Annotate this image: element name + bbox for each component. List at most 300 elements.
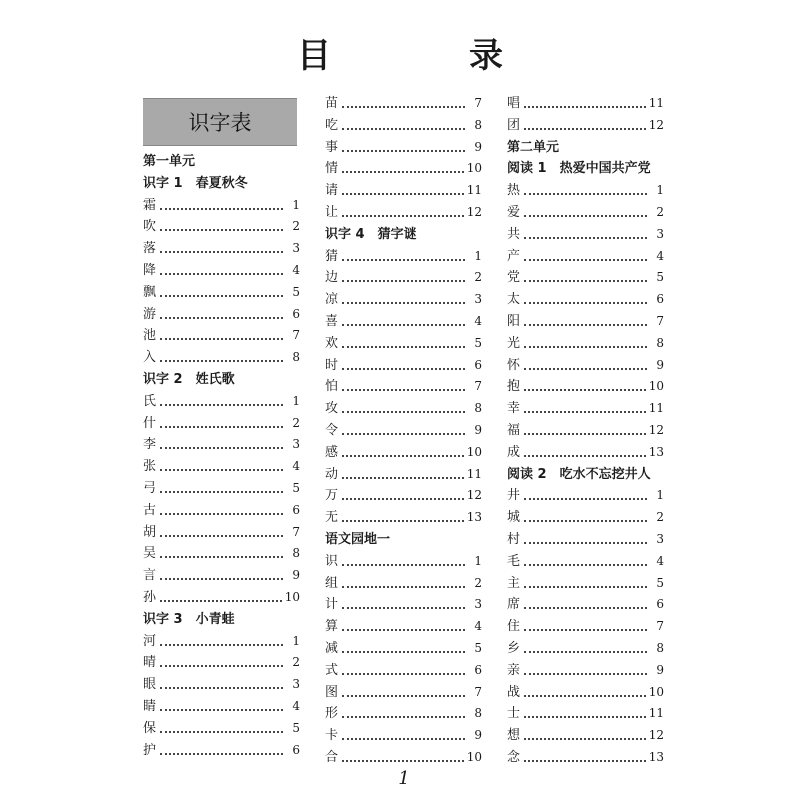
toc-entry-page: 2 xyxy=(474,575,482,590)
toc-entry-char: 什 xyxy=(143,415,157,431)
dot-leader xyxy=(160,251,283,253)
toc-entry-char: 想 xyxy=(507,728,521,744)
toc-entry-page: 13 xyxy=(648,444,664,459)
dot-leader xyxy=(524,368,647,370)
dot-leader xyxy=(342,215,464,217)
dot-leader xyxy=(160,665,283,667)
toc-entry-page: 7 xyxy=(656,314,664,328)
dot-leader xyxy=(160,360,283,362)
toc-entry-char: 吴 xyxy=(143,546,157,562)
toc-entry xyxy=(325,417,482,438)
dot-leader xyxy=(342,760,464,762)
toc-entry-char: 念 xyxy=(507,750,521,765)
toc-entry-char: 太 xyxy=(507,292,521,308)
toc-entry xyxy=(143,737,300,758)
toc-entry-page: 10 xyxy=(466,750,482,764)
toc-heading: 识字 3 小青蛙 xyxy=(143,611,235,627)
toc-entry-char: 唱 xyxy=(507,96,521,111)
toc-entry xyxy=(325,308,482,329)
dot-leader xyxy=(342,433,465,435)
toc-entry-page: 11 xyxy=(466,466,482,481)
toc-entry-char: 住 xyxy=(507,619,521,635)
toc-entry-char: 苗 xyxy=(325,96,339,111)
toc-entry-char: 式 xyxy=(325,662,339,678)
dot-leader xyxy=(524,607,647,609)
toc-entry-page: 3 xyxy=(292,241,300,256)
dot-leader xyxy=(524,237,647,239)
toc-entry-page: 8 xyxy=(474,401,482,416)
dot-leader xyxy=(160,404,283,406)
toc-entry-page: 5 xyxy=(292,481,300,495)
toc-entry xyxy=(325,264,482,285)
toc-entry-page: 7 xyxy=(474,684,482,699)
toc-entry xyxy=(143,213,300,234)
toc-entry xyxy=(143,453,300,474)
toc-heading: 语文园地一 xyxy=(325,532,391,547)
page-number: 1 xyxy=(398,768,410,789)
toc-entry-char: 光 xyxy=(507,335,521,351)
toc-entry-page: 12 xyxy=(648,117,664,132)
toc-entry-page: 5 xyxy=(656,575,664,590)
dot-leader xyxy=(160,556,283,558)
toc-entry xyxy=(143,649,300,670)
dot-leader xyxy=(342,651,465,653)
toc-entry-char: 游 xyxy=(143,306,157,322)
toc-entry-char: 霜 xyxy=(143,197,157,213)
toc-entry-char: 共 xyxy=(507,226,521,242)
toc-entry xyxy=(507,199,664,220)
toc-entry-page: 8 xyxy=(474,706,482,721)
toc-entry xyxy=(507,570,664,591)
dot-leader xyxy=(160,644,283,646)
dot-leader xyxy=(342,477,464,479)
toc-entry xyxy=(143,584,300,605)
dot-leader xyxy=(524,455,646,457)
toc-entry-char: 福 xyxy=(507,423,521,438)
toc-entry-page: 6 xyxy=(656,597,664,612)
toc-entry-char: 请 xyxy=(325,183,339,199)
toc-entry-char: 士 xyxy=(507,706,521,722)
toc-entry-page: 7 xyxy=(474,96,482,110)
dot-leader xyxy=(160,687,283,689)
toc-entry xyxy=(143,322,300,343)
toc-entry-char: 团 xyxy=(507,117,521,133)
toc-entry-page: 6 xyxy=(474,357,482,372)
toc-entry xyxy=(325,352,482,373)
dot-leader xyxy=(524,128,646,130)
toc-entry xyxy=(325,570,482,591)
toc-entry-char: 减 xyxy=(325,641,339,656)
toc-entry-char: 阳 xyxy=(507,314,521,329)
dot-leader xyxy=(160,338,283,340)
toc-entry-page: 3 xyxy=(292,677,300,692)
toc-entry xyxy=(507,352,664,373)
dot-leader xyxy=(524,324,647,326)
toc-entry-char: 主 xyxy=(507,575,521,591)
dot-leader xyxy=(342,673,465,675)
toc-entry-char: 李 xyxy=(143,437,157,453)
toc-entry xyxy=(325,744,482,765)
toc-entry xyxy=(325,177,482,198)
dot-leader xyxy=(342,695,465,697)
toc-entry xyxy=(325,679,482,700)
toc-entry-char: 入 xyxy=(143,350,157,366)
toc-entry-page: 11 xyxy=(648,706,664,721)
toc-entry xyxy=(325,635,482,656)
toc-entry xyxy=(325,548,482,569)
toc-entry-char: 抱 xyxy=(507,379,521,395)
toc-entry xyxy=(507,722,664,743)
toc-entry xyxy=(507,744,664,765)
dot-leader xyxy=(342,411,465,413)
toc-entry-page: 10 xyxy=(466,444,482,459)
toc-entry-char: 落 xyxy=(143,241,157,257)
toc-entry-page: 12 xyxy=(648,728,664,743)
dot-leader xyxy=(524,564,647,566)
dot-leader xyxy=(524,651,647,653)
toc-entry-page: 12 xyxy=(648,423,664,437)
toc-entry-char: 飘 xyxy=(143,284,157,300)
toc-heading: 识字 4 猜字谜 xyxy=(325,226,417,242)
dot-leader xyxy=(342,564,465,566)
toc-entry-page: 8 xyxy=(656,641,664,655)
toc-entry xyxy=(143,671,300,692)
toc-entry-char: 让 xyxy=(325,205,339,220)
dot-leader xyxy=(524,411,646,413)
toc-entry-char: 边 xyxy=(325,270,339,286)
toc-entry xyxy=(143,301,300,322)
dot-leader xyxy=(524,542,647,544)
dot-leader xyxy=(342,324,465,326)
toc-entry xyxy=(507,243,664,264)
toc-entry-page: 3 xyxy=(474,292,482,307)
toc-entry-char: 怕 xyxy=(325,379,339,395)
dot-leader xyxy=(524,716,646,718)
toc-entry xyxy=(143,410,300,431)
dot-leader xyxy=(342,389,465,391)
toc-entry-page: 2 xyxy=(656,205,664,219)
toc-entry xyxy=(507,308,664,329)
toc-entry-char: 幸 xyxy=(507,401,521,417)
toc-entry-char: 言 xyxy=(143,568,157,584)
toc-entry-char: 亲 xyxy=(507,662,521,678)
toc-entry-char: 时 xyxy=(325,357,339,373)
toc-entry-char: 怀 xyxy=(507,357,521,373)
dot-leader xyxy=(524,106,646,108)
toc-entry-page: 4 xyxy=(474,314,482,328)
toc-entry xyxy=(143,344,300,365)
toc-heading: 阅读 1 热爱中国共产党 xyxy=(507,161,651,177)
dot-leader xyxy=(160,447,283,449)
toc-entry-char: 感 xyxy=(325,444,339,460)
dot-leader xyxy=(524,498,647,500)
toc-entry-page: 1 xyxy=(656,488,664,503)
toc-entry-page: 2 xyxy=(292,219,300,234)
toc-entry-char: 降 xyxy=(143,263,157,278)
toc-entry-page: 1 xyxy=(656,183,664,198)
toc-entry-page: 4 xyxy=(292,459,300,474)
toc-heading: 阅读 2 吃水不忘挖井人 xyxy=(507,466,651,482)
toc-entry-page: 9 xyxy=(474,139,482,154)
toc-entry-char: 爱 xyxy=(507,205,521,220)
dot-leader xyxy=(524,629,647,631)
toc-heading: 识字 2 姓氏歌 xyxy=(143,372,235,387)
toc-entry xyxy=(325,134,482,155)
toc-entry xyxy=(325,155,482,176)
dot-leader xyxy=(160,731,283,733)
toc-entry-page: 2 xyxy=(292,415,300,430)
dot-leader xyxy=(524,346,647,348)
toc-entry xyxy=(143,562,300,583)
toc-entry-char: 乡 xyxy=(507,641,521,656)
toc-entry-page: 6 xyxy=(292,502,300,517)
dot-leader xyxy=(342,738,465,740)
toc-entry-char: 眼 xyxy=(143,677,157,693)
toc-entry-char: 图 xyxy=(325,684,339,700)
toc-entry-char: 井 xyxy=(507,488,521,504)
toc-entry xyxy=(325,90,482,111)
toc-entry xyxy=(507,264,664,285)
toc-entry-page: 8 xyxy=(656,335,664,350)
dot-leader xyxy=(342,368,465,370)
toc-entry-char: 喜 xyxy=(325,314,339,329)
toc-entry-page: 5 xyxy=(474,641,482,655)
dot-leader xyxy=(524,520,647,522)
toc-entry-page: 10 xyxy=(466,161,482,176)
toc-entry-char: 组 xyxy=(325,575,339,591)
toc-entry-page: 9 xyxy=(292,568,300,583)
dot-leader xyxy=(160,578,283,580)
toc-entry-page: 4 xyxy=(656,553,664,568)
toc-entry-page: 4 xyxy=(474,619,482,634)
dot-leader xyxy=(342,150,465,152)
toc-entry-page: 5 xyxy=(656,270,664,285)
toc-entry-char: 晴 xyxy=(143,655,157,671)
toc-entry-page: 12 xyxy=(466,488,482,503)
toc-entry xyxy=(507,679,664,700)
toc-entry xyxy=(507,177,664,198)
dot-leader xyxy=(160,273,283,275)
toc-entry-page: 13 xyxy=(466,510,482,525)
dot-leader xyxy=(524,302,647,304)
toc-entry xyxy=(325,439,482,460)
dot-leader xyxy=(524,280,647,282)
dot-leader xyxy=(160,426,283,428)
dot-leader xyxy=(524,433,646,435)
toc-entry xyxy=(143,192,300,213)
toc-entry-char: 护 xyxy=(143,742,157,758)
toc-entry-page: 5 xyxy=(292,720,300,735)
toc-entry-char: 动 xyxy=(325,466,339,482)
toc-entry xyxy=(143,257,300,278)
toc-entry xyxy=(143,715,300,736)
toc-entry-page: 6 xyxy=(292,742,300,757)
dot-leader xyxy=(342,607,465,609)
toc-entry xyxy=(325,461,482,482)
dot-leader xyxy=(160,208,283,210)
toc-heading: 第二单元 xyxy=(507,139,560,155)
dot-leader xyxy=(160,753,283,755)
toc-entry xyxy=(143,475,300,496)
toc-entry-page: 2 xyxy=(474,270,482,285)
toc-entry-char: 情 xyxy=(325,161,339,177)
toc-entry-page: 3 xyxy=(656,226,664,241)
toc-entry-page: 8 xyxy=(292,350,300,365)
toc-entry-char: 猜 xyxy=(325,248,339,264)
toc-entry xyxy=(325,657,482,678)
toc-entry-page: 7 xyxy=(656,619,664,634)
toc-entry xyxy=(143,279,300,300)
toc-entry-char: 池 xyxy=(143,328,157,344)
toc-entry-page: 11 xyxy=(648,96,664,110)
toc-entry xyxy=(325,243,482,264)
dot-leader xyxy=(524,259,647,261)
toc-entry xyxy=(507,482,664,503)
toc-heading: 识字 1 春夏秋冬 xyxy=(143,175,248,191)
toc-entry xyxy=(143,628,300,649)
toc-entry-char: 成 xyxy=(507,444,521,460)
toc-entry xyxy=(507,112,664,133)
toc-entry xyxy=(507,286,664,307)
toc-entry xyxy=(325,482,482,503)
toc-entry xyxy=(143,431,300,452)
toc-entry xyxy=(507,417,664,438)
toc-entry-page: 3 xyxy=(292,437,300,452)
toc-entry xyxy=(325,373,482,394)
toc-entry-page: 1 xyxy=(292,633,300,648)
toc-entry-page: 4 xyxy=(292,699,300,713)
toc-entry-page: 9 xyxy=(656,662,664,677)
toc-entry-char: 胡 xyxy=(143,524,157,540)
dot-leader xyxy=(160,295,283,297)
dot-leader xyxy=(160,469,283,471)
toc-entry-char: 古 xyxy=(143,502,157,518)
dot-leader xyxy=(160,709,283,711)
dot-leader xyxy=(342,259,465,261)
toc-entry-page: 6 xyxy=(474,662,482,677)
toc-entry-page: 10 xyxy=(648,379,664,394)
toc-entry xyxy=(325,199,482,220)
toc-entry xyxy=(325,722,482,743)
toc-entry-page: 7 xyxy=(474,379,482,394)
toc-entry-page: 11 xyxy=(466,183,482,198)
toc-entry-char: 形 xyxy=(325,706,339,722)
toc-entry-page: 11 xyxy=(648,401,664,416)
toc-entry xyxy=(325,700,482,721)
dot-leader xyxy=(342,498,464,500)
toc-entry-char: 弓 xyxy=(143,481,157,496)
toc-entry xyxy=(325,330,482,351)
toc-entry-page: 6 xyxy=(656,292,664,307)
toc-entry xyxy=(143,235,300,256)
toc-entry-char: 攻 xyxy=(325,401,339,417)
toc-entry-page: 7 xyxy=(292,328,300,343)
toc-entry xyxy=(507,221,664,242)
toc-entry-page: 4 xyxy=(292,263,300,277)
toc-entry-page: 1 xyxy=(292,197,300,212)
section-tab: 识字表 xyxy=(143,98,297,146)
dot-leader xyxy=(342,629,465,631)
dot-leader xyxy=(524,738,646,740)
dot-leader xyxy=(342,128,465,130)
toc-entry-page: 9 xyxy=(474,728,482,743)
dot-leader xyxy=(160,491,283,493)
toc-entry-char: 凉 xyxy=(325,292,339,308)
toc-entry-char: 张 xyxy=(143,459,157,475)
toc-entry-page: 3 xyxy=(656,532,664,546)
toc-entry-char: 村 xyxy=(507,532,521,547)
toc-entry-page: 10 xyxy=(648,684,664,699)
toc-entry-char: 席 xyxy=(507,597,521,613)
dot-leader xyxy=(160,317,283,319)
toc-entry-char: 氏 xyxy=(143,393,157,409)
toc-entry-page: 4 xyxy=(656,248,664,263)
toc-entry xyxy=(143,693,300,714)
dot-leader xyxy=(342,302,465,304)
dot-leader xyxy=(524,673,647,675)
dot-leader xyxy=(524,695,646,697)
toc-entry-char: 无 xyxy=(325,510,339,526)
toc-entry-char: 欢 xyxy=(325,335,339,351)
toc-entry-page: 9 xyxy=(474,423,482,437)
toc-entry xyxy=(325,504,482,525)
toc-entry xyxy=(507,613,664,634)
dot-leader xyxy=(342,171,464,173)
toc-entry xyxy=(507,90,664,111)
toc-entry-char: 计 xyxy=(325,597,339,613)
toc-entry xyxy=(325,591,482,612)
toc-entry-page: 6 xyxy=(292,306,300,321)
toc-entry xyxy=(507,700,664,721)
toc-heading: 第一单元 xyxy=(143,154,196,169)
dot-leader xyxy=(160,229,283,231)
toc-entry-page: 1 xyxy=(292,393,300,408)
toc-entry-char: 保 xyxy=(143,720,157,736)
toc-entry-char: 卡 xyxy=(325,728,339,744)
toc-entry-page: 2 xyxy=(292,655,300,670)
toc-entry-char: 产 xyxy=(507,248,521,264)
toc-entry-char: 吹 xyxy=(143,219,157,235)
toc-entry xyxy=(507,657,664,678)
dot-leader xyxy=(524,760,646,762)
toc-entry xyxy=(507,591,664,612)
toc-entry-page: 5 xyxy=(292,284,300,299)
toc-entry xyxy=(507,439,664,460)
toc-entry-char: 令 xyxy=(325,423,339,438)
toc-entry-char: 党 xyxy=(507,270,521,286)
toc-entry xyxy=(507,395,664,416)
toc-entry-page: 7 xyxy=(292,524,300,539)
toc-entry-char: 睛 xyxy=(143,699,157,714)
toc-entry-char: 吃 xyxy=(325,117,339,133)
toc-entry-char: 万 xyxy=(325,488,339,504)
toc-entry xyxy=(507,330,664,351)
toc-entry xyxy=(143,497,300,518)
toc-entry xyxy=(325,112,482,133)
dot-leader xyxy=(342,106,465,108)
dot-leader xyxy=(342,455,464,457)
dot-leader xyxy=(524,389,646,391)
toc-entry xyxy=(507,504,664,525)
toc-entry-char: 城 xyxy=(507,510,521,526)
toc-entry xyxy=(143,388,300,409)
dot-leader xyxy=(524,193,647,195)
toc-entry-page: 13 xyxy=(648,750,664,764)
dot-leader xyxy=(342,716,465,718)
toc-entry xyxy=(143,519,300,540)
toc-entry xyxy=(325,613,482,634)
toc-entry-page: 5 xyxy=(474,335,482,350)
